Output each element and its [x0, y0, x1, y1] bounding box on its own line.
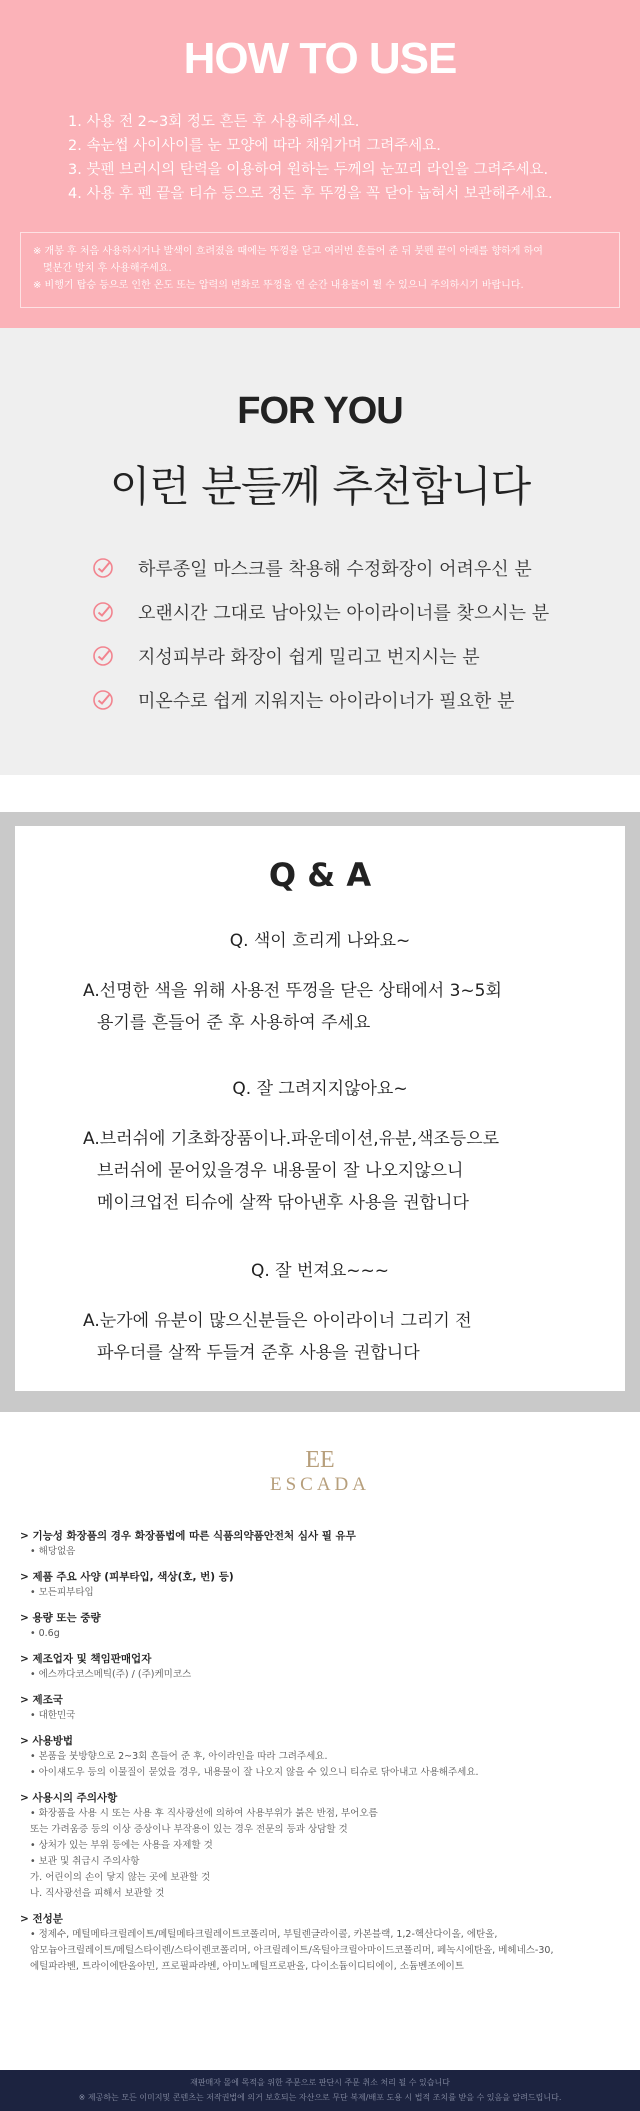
caution-note: ※ 개봉 후 처음 사용하시거나 발색이 흐려졌을 때에는 뚜껑을 닫고 여러번 흔들어 준 뒤 붓펜 끝이 아래를 향하게 하여: [33, 246, 543, 257]
info-heading: > 사용방법: [20, 1735, 74, 1747]
info-value: • 0.6g: [30, 1628, 60, 1639]
info-value: • 대한민국: [30, 1710, 76, 1721]
footer-notice: 재판매자 몰에 목적을 위한 주문으로 판단시 주문 취소 처리 될 수 있습니다: [190, 2078, 450, 2087]
info-value: • 아이섀도우 등의 이물질이 묻었을 경우, 내용물이 잘 나오지 않을 수 있으니 티슈로 닦아내고 사용해주세요.: [30, 1767, 479, 1778]
copyright-footer: [0, 2070, 640, 2111]
qa-item: [15, 1256, 625, 1369]
qa-answer: [15, 975, 625, 1039]
qa-answer-line: 용기를 흔들어 준 후 사용하여 주세요: [97, 1013, 371, 1033]
qa-answer-line: A.눈가에 유분이 많으신분들은 아이라이너 그리기 전: [83, 1311, 472, 1331]
qa-answer-line: 파우더를 살짝 두들겨 준후 사용을 권합니다: [97, 1343, 420, 1363]
step-item: 2. 속눈썹 사이사이를 눈 모양에 따라 채워가며 그려주세요.: [68, 138, 441, 154]
how-to-use-steps: [68, 110, 628, 206]
qa-answer-line: A.브러쉬에 기초화장품이나.파운데이션,유분,색조등으로: [83, 1129, 500, 1149]
info-section: [20, 1790, 620, 1902]
check-circle-icon: [92, 645, 114, 667]
info-heading: > 제품 주요 사양 (피부타입, 색상(호, 번) 등): [20, 1571, 234, 1583]
info-heading: > 전성분: [20, 1913, 63, 1925]
footer-copyright: ※ 제공하는 모든 이미지및 콘텐츠는 저작권법에 의거 보호되는 자산으로 무단 복제/배포 도용 시 법적 조치를 받을 수 있음을 알려드립니다.: [78, 2093, 562, 2102]
info-value: • 보관 및 취급시 주의사항: [30, 1856, 140, 1867]
info-value: • 모든피부타입: [30, 1587, 94, 1598]
info-value: 암모늄아크릴레이트/메틸스타이렌/스타이렌코폴리머, 아크릴레이트/옥틸아크릴아마이드코폴리머, 페녹시에탄올, 베헤네스-30,: [30, 1945, 554, 1956]
product-info-list: [20, 1528, 620, 1984]
qa-item: [15, 1074, 625, 1219]
for-you-title: FOR YOU: [233, 390, 406, 433]
recommendation-text: 지성피부라 화장이 쉽게 밀리고 번지시는 분: [138, 647, 480, 668]
info-section: [20, 1610, 620, 1642]
how-to-use-title: HOW TO USE: [183, 34, 457, 83]
info-value: • 해당없음: [30, 1546, 76, 1557]
qa-answer-line: 브러쉬에 묻어있을경우 내용물이 잘 나오지않으니: [97, 1161, 464, 1181]
step-item: 3. 붓펜 브러시의 탄력을 이용하여 원하는 두께의 눈꼬리 라인을 그려주세요.: [68, 162, 549, 178]
for-you-section: [0, 328, 640, 775]
info-section: [20, 1651, 620, 1683]
qa-answer: [15, 1305, 625, 1369]
check-circle-icon: [92, 557, 114, 579]
info-value: 나. 직사광선을 피해서 보관할 것: [30, 1888, 165, 1899]
recommendation-text: 하루종일 마스크를 착용해 수정화장이 어려우신 분: [138, 559, 532, 580]
recommendation-text: 미온수로 쉽게 지워지는 아이라이너가 필요한 분: [138, 691, 515, 712]
qa-answer-line: 메이크업전 티슈에 살짝 닦아낸후 사용을 권합니다: [97, 1193, 469, 1213]
step-item: 1. 사용 전 2~3회 정도 흔든 후 사용해주세요.: [68, 114, 360, 130]
qa-answer: [15, 1123, 625, 1219]
qa-title: Q & A: [268, 856, 372, 894]
info-heading: > 기능성 화장품의 경우 화장품법에 따른 식품의약품안전처 심사 필 유무: [20, 1530, 356, 1542]
logo-text: ESCADA: [269, 1474, 370, 1495]
caution-note: ※ 비행기 탑승 등으로 인한 온도 또는 압력의 변화로 뚜껑을 연 순간 내용물이 튈 수 있으니 주의하시기 바랍니다.: [33, 280, 524, 291]
info-value: • 화장품을 사용 시 또는 사용 후 직사광선에 의하여 사용부위가 붉은 반점, 부어오름: [30, 1808, 378, 1819]
escada-logo: [0, 1448, 640, 1496]
recommendation-item: [92, 678, 549, 722]
info-section: [20, 1692, 620, 1724]
recommendation-text: 오랜시간 그대로 남아있는 아이라이너를 찾으시는 분: [138, 603, 550, 624]
caution-note: 몇분간 방치 후 사용해주세요.: [43, 263, 172, 274]
recommendation-list: [92, 546, 549, 722]
info-heading: > 제조국: [20, 1694, 63, 1706]
info-section: [20, 1733, 620, 1781]
info-value: 에틸파라벤, 트라이에탄올아민, 프로필파라벤, 아미노메틸프로판올, 다이소듐이디티에이, 소듐벤조에이트: [30, 1961, 464, 1972]
check-circle-icon: [92, 601, 114, 623]
for-you-subtitle: 이런 분들께 추천합니다: [109, 462, 531, 511]
recommendation-item: [92, 546, 549, 590]
info-section: [20, 1528, 620, 1560]
step-item: 4. 사용 후 펜 끝을 티슈 등으로 정돈 후 뚜껑을 꼭 닫아 눕혀서 보관해주세요.: [68, 186, 553, 202]
qa-question: Q. 잘 그려지지않아요~: [232, 1079, 408, 1099]
info-heading: > 용량 또는 중량: [20, 1612, 101, 1624]
logo-mark: EE: [305, 1447, 335, 1473]
info-section: [20, 1569, 620, 1601]
qa-answer-line: A.선명한 색을 위해 사용전 뚜껑을 닫은 상태에서 3~5회: [83, 981, 502, 1001]
info-value: • 정제수, 메틸메타크릴레이트/메틸메타크릴레이트코폴리머, 부틸렌글라이콜, 카본블랙, 1,2-헥산다이올, 에탄올,: [30, 1929, 498, 1940]
qa-question: Q. 색이 흐리게 나와요~: [229, 931, 411, 951]
caution-note-box: [20, 232, 620, 308]
info-section: [20, 1911, 620, 1975]
recommendation-item: [92, 634, 549, 678]
info-value: 또는 가려움증 등의 이상 증상이나 부작용이 있는 경우 전문의 등과 상담할 것: [30, 1824, 348, 1835]
how-to-use-section: [0, 0, 640, 328]
info-heading: > 제조업자 및 책임판매업자: [20, 1653, 152, 1665]
recommendation-item: [92, 590, 549, 634]
info-heading: > 사용시의 주의사항: [20, 1792, 118, 1804]
qa-item: [15, 926, 625, 1039]
info-value: • 에스까다코스메틱(주) / (주)케미코스: [30, 1669, 192, 1680]
info-value: • 상처가 있는 부위 등에는 사용을 자제할 것: [30, 1840, 213, 1851]
check-circle-icon: [92, 689, 114, 711]
info-value: • 본품을 붓방향으로 2~3회 흔들어 준 후, 아이라인을 따라 그려주세요.: [30, 1751, 328, 1762]
qa-section: [15, 826, 625, 1391]
info-value: 가. 어린이의 손이 닿지 않는 곳에 보관할 것: [30, 1872, 211, 1883]
qa-question: Q. 잘 번져요~~~: [250, 1261, 389, 1281]
